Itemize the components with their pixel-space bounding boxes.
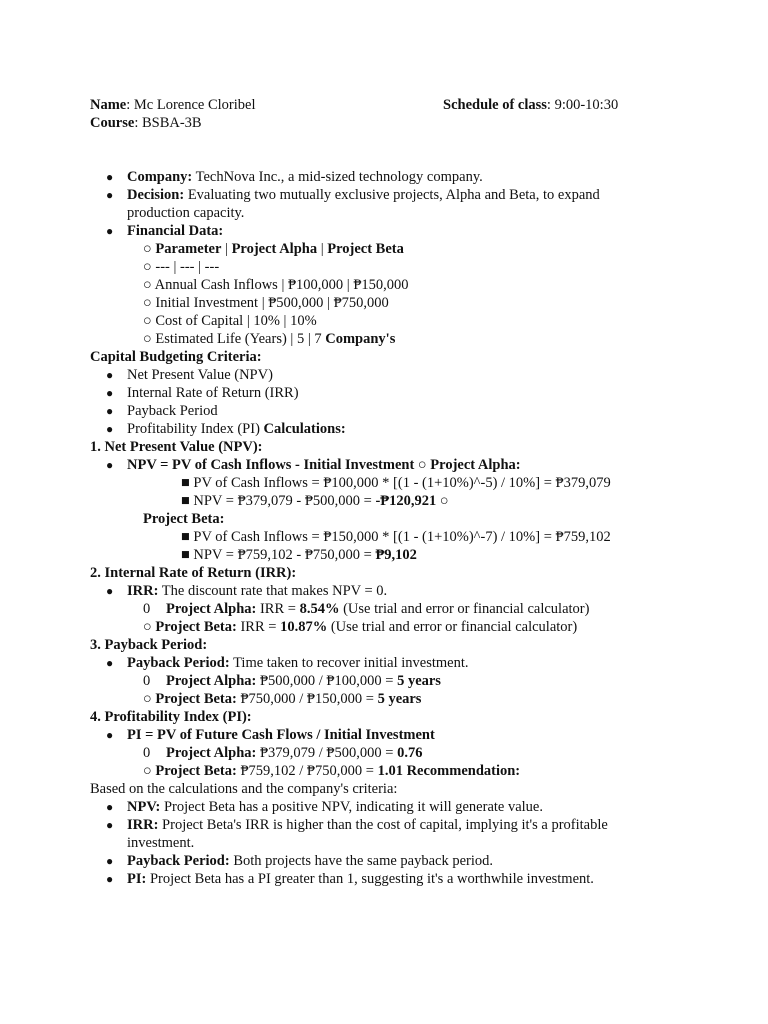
bullet-dot: ● <box>106 656 114 670</box>
bullet-dot: ● <box>106 422 114 436</box>
decision-line: Decision: Evaluating two mutually exclusive projects, Alpha and Beta, to expand <box>127 187 600 203</box>
bullet-dot: ● <box>106 368 114 382</box>
npv-beta-result: ■ NPV = ₱759,102 - ₱750,000 = ₱9,102 <box>181 547 417 563</box>
payback-alpha: 0 Project Alpha: ₱500,000 / ₱100,000 = 5 years <box>143 673 441 689</box>
student-name: Name: Mc Lorence Cloribel <box>90 97 256 113</box>
bullet-dot: ● <box>106 170 114 184</box>
class-schedule: Schedule of class: 9:00-10:30 <box>443 97 619 113</box>
company-line: Company: TechNova Inc., a mid-sized technology company. <box>127 169 483 185</box>
payback-beta: ○ Project Beta: ₱750,000 / ₱150,000 = 5 years <box>143 691 422 707</box>
criteria-item: Profitability Index (PI) Calculations: <box>127 421 346 437</box>
recommendation-pi: PI: Project Beta has a PI greater than 1, suggesting it's a worthwhile investment. <box>127 871 594 887</box>
financial-table-row: ○ Estimated Life (Years) | 5 | 7 Company's <box>143 331 396 347</box>
npv-formula: NPV = PV of Cash Inflows - Initial Investment ○ Project Alpha: <box>127 457 521 473</box>
pi-beta: ○ Project Beta: ₱759,102 / ₱750,000 = 1.01 Recommendation: <box>143 763 521 779</box>
bullet-dot: ● <box>106 458 114 472</box>
bullet-dot: ● <box>106 872 114 886</box>
recommendation-npv: NPV: Project Beta has a positive NPV, indicating it will generate value. <box>127 799 543 815</box>
recommendation-payback: Payback Period: Both projects have the same payback period. <box>127 853 494 869</box>
bullet-dot: ● <box>106 188 114 202</box>
bullet-dot: ● <box>106 386 114 400</box>
payback-heading: 3. Payback Period: <box>90 637 208 653</box>
recommendation-irr-cont: investment. <box>127 835 195 851</box>
bullet-dot: ● <box>106 854 114 868</box>
pi-formula: PI = PV of Future Cash Flows / Initial Investment <box>127 727 435 743</box>
recommendation-intro: Based on the calculations and the company's criteria: <box>90 781 398 797</box>
financial-table-row: ○ Initial Investment | ₱500,000 | ₱750,000 <box>143 295 389 311</box>
payback-definition: Payback Period: Time taken to recover initial investment. <box>127 655 469 671</box>
irr-definition: IRR: The discount rate that makes NPV = 0. <box>127 583 388 599</box>
npv-alpha-result: ■ NPV = ₱379,079 - ₱500,000 = -₱120,921 ○ <box>181 493 449 509</box>
financial-data-label: Financial Data: <box>127 223 224 239</box>
financial-table-row: ○ --- | --- | --- <box>143 259 220 275</box>
bullet-dot: ● <box>106 224 114 238</box>
decision-line-cont: production capacity. <box>127 205 245 221</box>
financial-table-row: ○ Annual Cash Inflows | ₱100,000 | ₱150,000 <box>143 277 409 293</box>
pi-alpha: 0 Project Alpha: ₱379,079 / ₱500,000 = 0.76 <box>143 745 423 761</box>
bullet-dot: ● <box>106 800 114 814</box>
bullet-dot: ● <box>106 818 114 832</box>
course: Course: BSBA-3B <box>90 115 202 131</box>
recommendation-irr: IRR: Project Beta's IRR is higher than the cost of capital, implying it's a profitable <box>127 817 608 833</box>
irr-heading: 2. Internal Rate of Return (IRR): <box>90 565 297 581</box>
bullet-dot: ● <box>106 728 114 742</box>
bullet-dot: ● <box>106 584 114 598</box>
irr-beta: ○ Project Beta: IRR = 10.87% (Use trial and error or financial calculator) <box>143 619 578 635</box>
npv-beta-label: Project Beta: <box>143 511 225 527</box>
financial-table-row: ○ Cost of Capital | 10% | 10% <box>143 313 317 329</box>
criteria-item: Net Present Value (NPV) <box>127 367 273 383</box>
criteria-item: Internal Rate of Return (IRR) <box>127 385 299 401</box>
financial-table-header: ○ Parameter | Project Alpha | Project Beta <box>143 241 404 257</box>
irr-alpha: 0 Project Alpha: IRR = 8.54% (Use trial and error or financial calculator) <box>143 601 590 617</box>
npv-beta-pv: ■ PV of Cash Inflows = ₱150,000 * [(1 - (1+10%)^-7) / 10%] = ₱759,102 <box>181 529 611 545</box>
bullet-dot: ● <box>106 404 114 418</box>
criteria-item: Payback Period <box>127 403 218 419</box>
npv-alpha-pv: ■ PV of Cash Inflows = ₱100,000 * [(1 - (1+10%)^-5) / 10%] = ₱379,079 <box>181 475 611 491</box>
npv-heading: 1. Net Present Value (NPV): <box>90 439 263 455</box>
pi-heading: 4. Profitability Index (PI): <box>90 709 252 725</box>
criteria-heading: Capital Budgeting Criteria: <box>90 349 262 365</box>
